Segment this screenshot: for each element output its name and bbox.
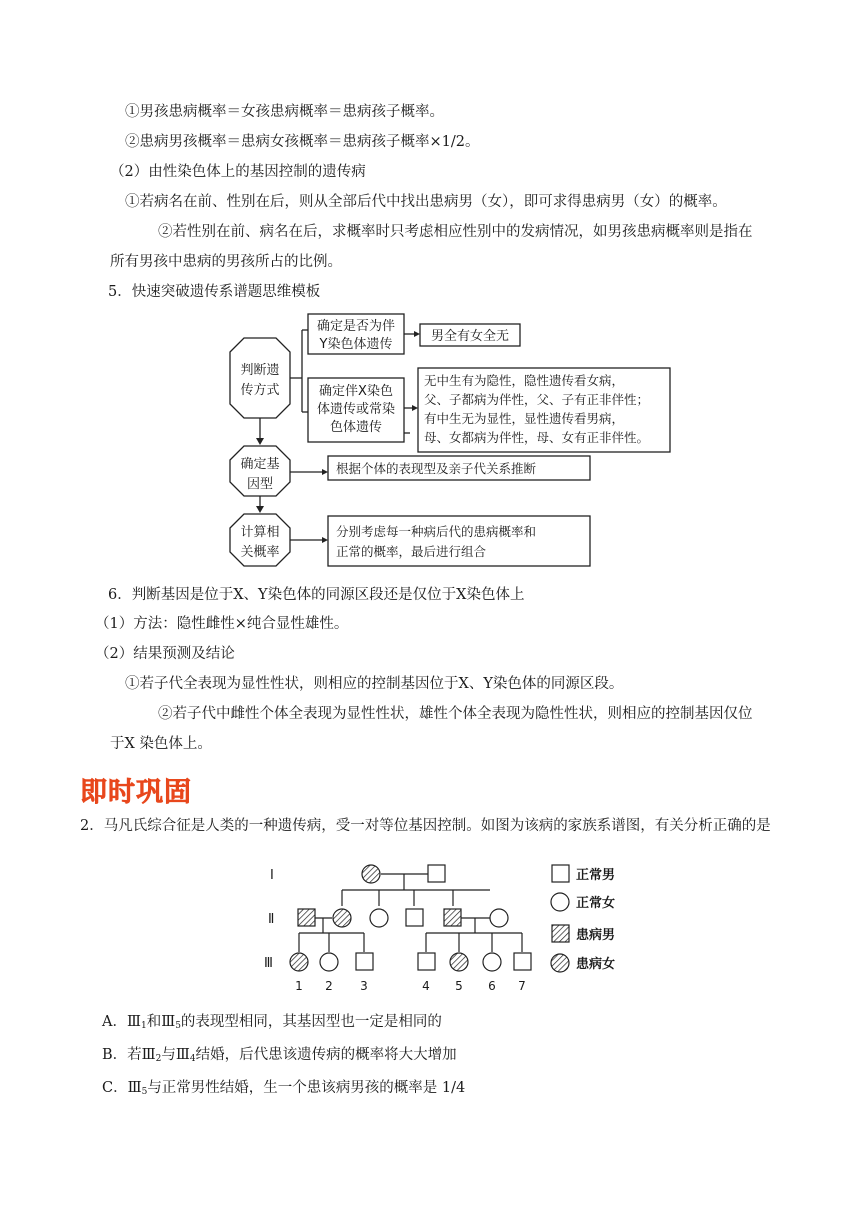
flow-text: 判断遗 [240,363,280,378]
individual-number: 7 [518,979,526,993]
normal-female [320,953,338,971]
legend-label: 患病女 [576,957,616,972]
normal-male [406,909,423,926]
individual-number: 4 [422,979,430,993]
individual-number: 3 [360,979,368,993]
option-text: 的表现型相同，其基因型也一定是相同的 [180,1014,442,1030]
flow-text: 传方式 [240,383,280,398]
option-text: B．若Ⅲ [102,1047,156,1063]
flow-text: 确定是否为伴 [316,319,396,334]
option-text: C．Ⅲ [102,1080,142,1096]
generation-label: Ⅰ [270,868,274,883]
individual-number: 2 [325,979,333,993]
text-line: ①若子代全表现为显性性状，则相应的控制基因位于X、Y染色体的同源区段。 [125,676,624,692]
flow-text: 正常的概率，最后进行组合 [336,544,487,559]
option-a[interactable] [102,1012,442,1036]
option-text: 和Ⅲ [146,1014,176,1030]
text-line: ①若病名在前、性别在后，则从全部后代中找出患病男（女），即可求得患病男（女）的概率。 [125,194,727,210]
affected-female [450,953,468,971]
flow-text: 母、女都病为伴性，母、女有正非伴性。 [424,430,650,445]
affected-male [298,909,315,926]
legend-normal-female [551,893,569,911]
text-line: （1）方法：隐性雌性×纯合显性雄性。 [95,616,349,632]
legend-label: 正常男 [576,868,616,883]
flow-text: 关概率 [240,545,280,560]
question-stem: 2．马凡氏综合征是人类的一种遗传病，受一对等位基因控制。如图为该病的家族系谱图，有关分析正确的是 [80,818,771,834]
individual-number: 6 [488,979,496,993]
affected-female [290,953,308,971]
section-title: 6．判断基因是位于X、Y染色体的同源区段还是仅位于X染色体上 [108,587,525,603]
subscript: 1 [140,1021,147,1031]
normal-female [490,909,508,927]
text-line: 所有男孩中患病的男孩所占的比例。 [110,254,342,270]
text-line: ②若性别在前、病名在后，求概率时只考虑相应性别中的发病情况，如男孩患病概率则是指在 [158,224,753,240]
flow-text: 确定伴X染色 [319,384,393,399]
option-b[interactable] [102,1045,457,1069]
affected-female [333,909,351,927]
affected-female [362,865,380,883]
subscript: 5 [141,1087,148,1097]
option-text: 结婚，后代患该遗传病的概率将大大增加 [195,1047,457,1063]
affected-male [444,909,461,926]
thinking-template-flowchart [210,308,730,576]
option-text: 与正常男性结婚，生一个患该病男孩的概率是 1/4 [147,1080,466,1096]
flow-text: 分别考虑每一种病后代的患病概率和 [336,524,537,539]
consolidation-header [80,770,210,808]
normal-female [483,953,501,971]
subscript: 5 [175,1021,181,1031]
flow-text: 确定基 [240,457,280,472]
flow-text: 父、子都病为伴性，父、子有正非伴性； [424,392,650,407]
text-line: 于X 染色体上。 [110,736,212,752]
legend-affected-female [551,954,569,972]
legend-label: 正常女 [576,896,616,911]
individual-number: 5 [455,979,463,993]
normal-male [356,953,373,970]
section-title: 5．快速突破遗传系谱题思维模板 [108,284,321,300]
individual-number: 1 [295,979,303,993]
legend-label: 患病男 [576,928,616,943]
text-line: （2）结果预测及结论 [95,646,235,662]
normal-female [370,909,388,927]
normal-male [514,953,531,970]
generation-label: Ⅱ [268,912,275,927]
normal-male [418,953,435,970]
flow-text: 根据个体的表现型及亲子代关系推断 [336,461,537,476]
legend-affected-male [552,925,569,942]
flow-text: 因型 [246,477,274,492]
option-c[interactable] [102,1078,465,1102]
legend-normal-male [552,865,569,882]
flow-text: 体遗传或常染 [316,402,396,417]
text-line: ①男孩患病概率＝女孩患病概率＝患病孩子概率。 [125,104,444,120]
flow-text: 有中生无为显性，显性遗传看男病， [424,411,625,426]
subscript: 2 [155,1054,162,1064]
option-text: 与Ⅲ [161,1047,190,1063]
flow-text: 色体遗传 [329,420,383,435]
normal-male [428,865,445,882]
option-text: A．Ⅲ [102,1014,141,1030]
subscript: 4 [189,1054,196,1064]
flow-text: Y染色体遗传 [319,337,393,352]
generation-label: Ⅲ [264,956,273,971]
pedigree-chart [262,854,642,994]
flow-text: 男全有女全无 [430,329,510,344]
text-line: ②若子代中雌性个体全表现为显性性状，雄性个体全表现为隐性性状，则相应的控制基因仅位 [158,706,753,722]
text-line: ②患病男孩概率＝患病女孩概率＝患病孩子概率×1/2。 [125,134,480,150]
flow-hexagon [230,338,290,418]
text-line: （2）由性染色体上的基因控制的遗传病 [110,164,366,180]
header-title: 即时巩固 [80,777,192,808]
flow-text: 无中生有为隐性，隐性遗传看女病， [424,373,625,388]
flow-text: 计算相 [240,525,280,540]
